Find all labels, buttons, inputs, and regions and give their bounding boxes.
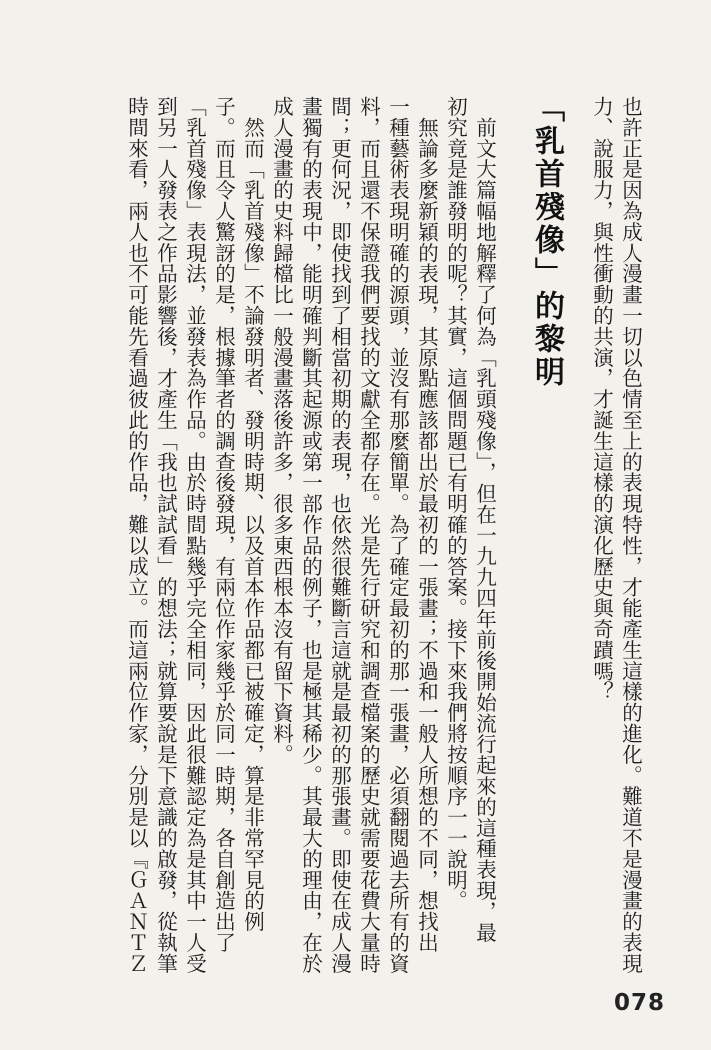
- text-column: 也許正是因為成人漫畫一切以色情至上的表現特性，才能產生這樣的進化。難道不是漫畫的表現: [618, 96, 643, 974]
- text-column: 然而「乳首殘像」不論發明者、發明時期、以及首本作品都已被確定，算是非常罕見的例: [240, 96, 265, 932]
- section-heading: 「乳首殘像」的黎明: [529, 92, 564, 389]
- text-column: 無論多麼新穎的表現，其原點應該都出於最初的一張畫；不過和一般人所想的不同，想找出: [414, 96, 439, 953]
- text-column: 「乳首殘像」表現法，並發表為作品。由於時間點幾乎完全相同，因此很難認定為是其中一人受: [182, 96, 207, 974]
- text-column: 間；更何況，即使找到了相當初期的表現，也依然很難斷言這就是最初的那張畫。即使在成人漫: [327, 96, 352, 974]
- text-column: 力、說服力，與性衝動的共演，才誕生這樣的演化歷史與奇蹟嗎？: [589, 96, 614, 703]
- text-column: 到另一人發表之作品影響後，才產生「我也試試看」的想法；就算要說是下意識的啟發，從執筆: [153, 96, 178, 974]
- text-column: 子。而且令人驚訝的是，根據筆者的調查後發現，有兩位作家幾乎於同一時期，各自創造出了: [211, 96, 236, 953]
- text-column: 前文大篇幅地解釋了何為「乳頭殘像」，但在一九九四年前後開始流行起來的這種表現，最: [472, 96, 497, 943]
- text-column: 時間來看，兩人也不可能先看過彼此的作品，難以成立。而這兩位作家，分別是以『ＧＡＮＴＺ: [124, 96, 149, 974]
- page-number: 078: [614, 990, 666, 1016]
- text-column: 一種藝術表現明確的源頭，並沒有那麼簡單。為了確定最初的那一張畫，必須翻閱過去所有的資: [385, 96, 410, 974]
- text-column: 成人漫畫的史料歸檔比一般漫畫落後許多，很多東西根本沒有留下資料。: [269, 96, 294, 765]
- text-column: 畫獨有的表現中，能明確判斷其起源或第一部作品的例子，也是極其稀少。其最大的理由，在於: [298, 96, 323, 974]
- text-column: 料，而且還不保證我們要找的文獻全都存在。光是先行研究和調查檔案的歷史就需要花費大量時: [356, 96, 381, 974]
- text-column: 初究竟是誰發明的呢？其實，這個問題已有明確的答案。接下來我們將按順序一一說明。: [443, 96, 468, 912]
